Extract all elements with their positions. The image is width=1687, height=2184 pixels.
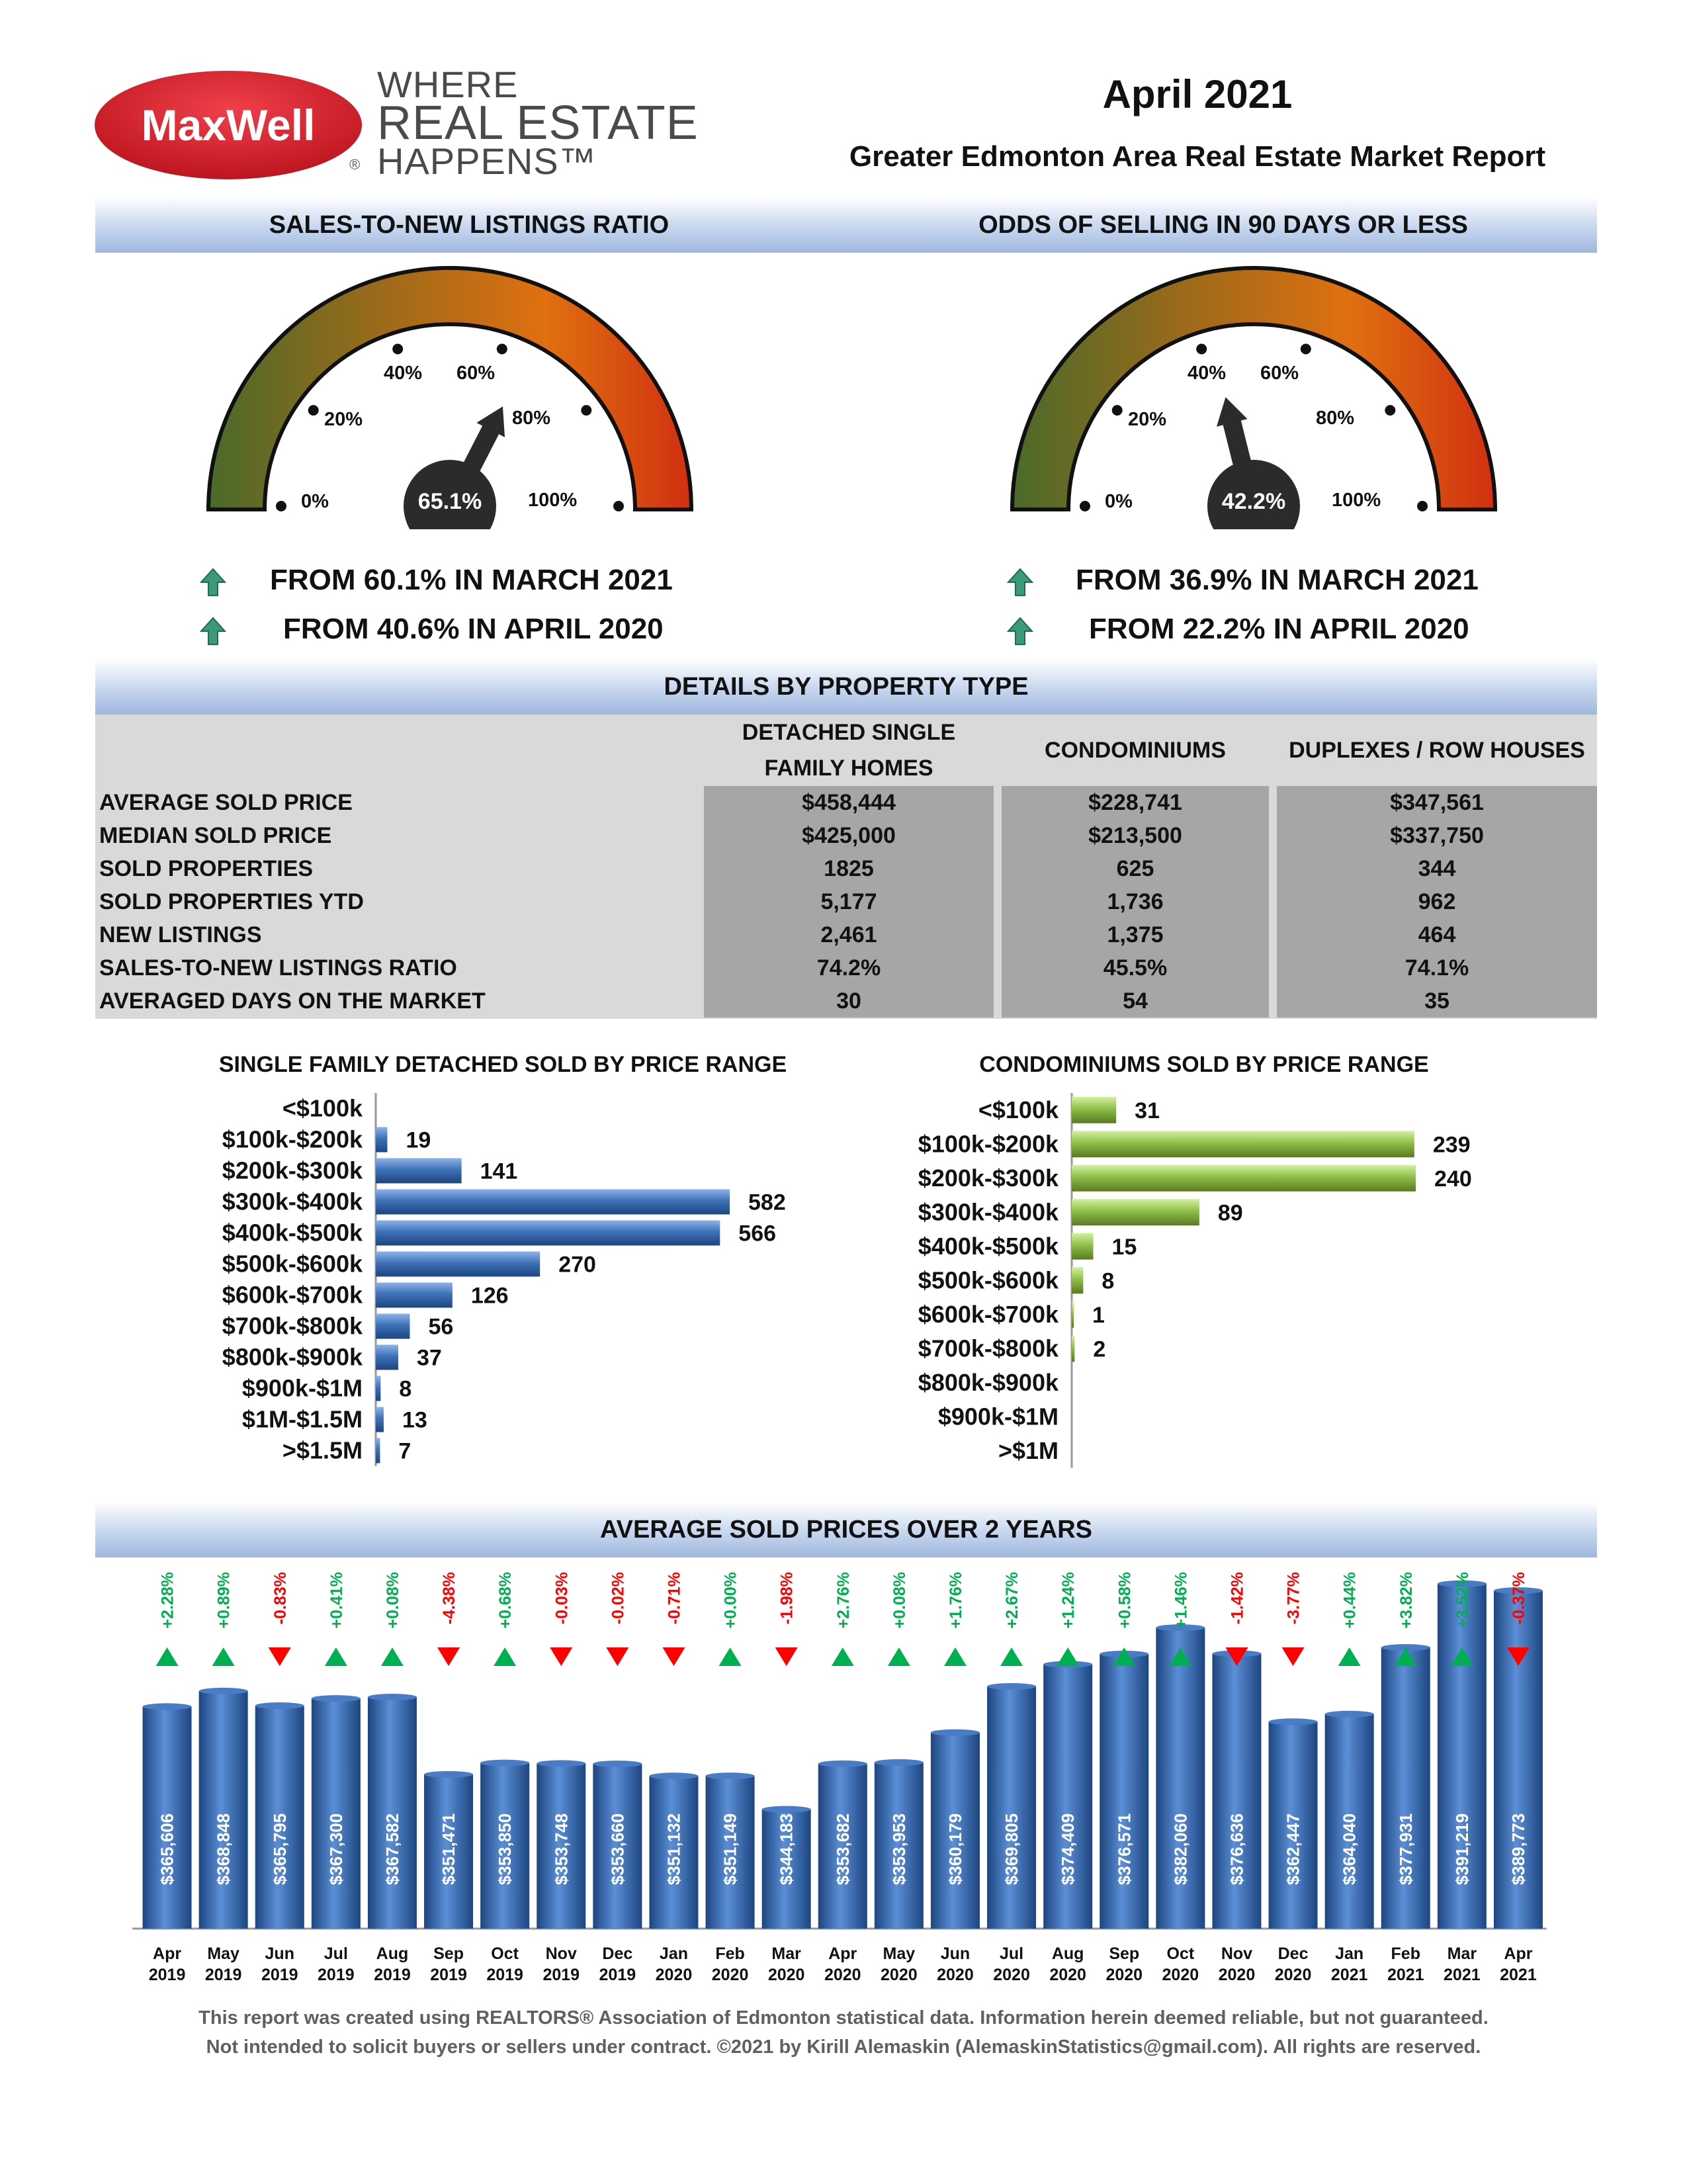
month-label: Apr (153, 1944, 182, 1963)
column-cap (987, 1683, 1036, 1690)
bar-value-label: 1 (1092, 1302, 1105, 1328)
col-duplexes: DUPLEXES / ROW HOUSES (1289, 737, 1585, 763)
year-label: 2021 (1444, 1966, 1481, 1984)
details-row (95, 852, 1597, 885)
report-month: April 2021 (1102, 72, 1293, 116)
bar-value-label: 239 (1432, 1132, 1471, 1158)
column-cap (255, 1702, 304, 1709)
col-detached-line2: FAMILY HOMES (764, 756, 933, 781)
bar-value-label: 13 (402, 1407, 427, 1433)
column-cap (818, 1761, 867, 1767)
change-label: +3.82% (1397, 1572, 1416, 1629)
bar-value-label: 582 (748, 1190, 786, 1215)
gauge1-tick-80: 80% (512, 408, 551, 429)
column-cap (706, 1772, 755, 1779)
condo-chart-title: CONDOMINIUMS SOLD BY PRICE RANGE (979, 1052, 1429, 1077)
column-bar (1100, 1654, 1148, 1929)
column-cap (143, 1703, 192, 1710)
up-triangle-icon (325, 1647, 347, 1666)
month-label: May (207, 1944, 239, 1963)
gauge1-tick-60: 60% (456, 363, 496, 384)
category-label: $300k-$400k (222, 1188, 363, 1215)
gauge2-tick-100: 100% (1332, 490, 1381, 511)
details-title: DETAILS BY PROPERTY TYPE (664, 673, 1029, 701)
bar (376, 1407, 384, 1432)
tagline-line3: HAPPENS™ (377, 140, 597, 182)
column-value-label: $353,953 (888, 1813, 909, 1886)
category-label: $900k-$1M (241, 1374, 363, 1402)
bar (376, 1438, 380, 1463)
column-cap (1325, 1711, 1374, 1718)
bar (376, 1221, 720, 1246)
month-label: Nov (1221, 1944, 1253, 1963)
year-label: 2019 (318, 1966, 355, 1984)
condo-value: $213,500 (1002, 819, 1269, 852)
category-label: $800k-$900k (918, 1368, 1059, 1396)
month-label: Jun (940, 1944, 971, 1963)
change-label: -0.71% (665, 1572, 684, 1625)
bar-value-label: 19 (406, 1127, 431, 1153)
column-cap (931, 1729, 980, 1736)
month-label: Apr (1504, 1944, 1533, 1963)
up-triangle-icon (1000, 1647, 1023, 1666)
bar (376, 1345, 398, 1370)
category-label: $500k-$600k (918, 1266, 1059, 1294)
bar (376, 1283, 453, 1308)
column-value-label: $369,805 (1002, 1813, 1022, 1886)
up-arrow-icon (200, 568, 226, 597)
month-label: Jan (1335, 1944, 1364, 1963)
year-label: 2019 (599, 1966, 636, 1984)
gauge1-labels (198, 265, 701, 529)
up-triangle-icon (719, 1647, 742, 1666)
gauge2-labels (1002, 265, 1505, 529)
tagline-line2: REAL ESTATE (377, 97, 699, 150)
detached-value: 5,177 (704, 885, 994, 918)
row-label: AVERAGED DAYS ON THE MARKET (99, 988, 486, 1014)
down-triangle-icon (269, 1647, 291, 1666)
year-label: 2019 (430, 1966, 467, 1984)
detached-value: 1825 (704, 852, 994, 885)
details-row (95, 786, 1597, 819)
details-row (95, 885, 1597, 918)
column-value-label: $365,795 (269, 1813, 290, 1886)
bar-value-label: 37 (417, 1345, 442, 1371)
detached-chart-title: SINGLE FAMILY DETACHED SOLD BY PRICE RANGE (218, 1052, 787, 1077)
bar-value-label: 566 (738, 1221, 777, 1246)
category-label: $100k-$200k (918, 1130, 1059, 1158)
column-bar (1043, 1665, 1092, 1929)
change-label: -0.37% (1509, 1572, 1528, 1625)
bar-value-label: 7 (398, 1438, 411, 1464)
bar (376, 1190, 730, 1215)
gauge2-tick-0: 0% (1105, 491, 1133, 512)
bar-value-label: 141 (480, 1158, 518, 1184)
bar (1072, 1335, 1074, 1362)
duplex-value: 464 (1277, 918, 1597, 951)
gauge1-title: SALES-TO-NEW LISTINGS RATIO (269, 211, 670, 239)
bar (376, 1158, 462, 1184)
category-label: $100k-$200k (222, 1125, 363, 1153)
category-label: $200k-$300k (222, 1157, 363, 1184)
bar (376, 1376, 380, 1401)
row-label: MEDIAN SOLD PRICE (99, 822, 332, 848)
row-label: NEW LISTINGS (99, 922, 262, 947)
maxwell-logo (93, 69, 370, 181)
category-label: >$1.5M (282, 1436, 363, 1464)
bar-value-label: 8 (1102, 1268, 1115, 1294)
row-label: SOLD PROPERTIES YTD (99, 889, 364, 914)
column-cap (424, 1771, 473, 1778)
year-label: 2019 (204, 1966, 242, 1984)
column-bar (368, 1697, 417, 1929)
up-triangle-icon (156, 1647, 179, 1666)
change-label: +0.89% (214, 1572, 234, 1629)
duplex-value: $337,750 (1277, 819, 1597, 852)
report-title: Greater Edmonton Area Real Estate Market Report (849, 140, 1546, 173)
details-row (95, 819, 1597, 852)
column-value-label: $351,471 (439, 1813, 459, 1886)
down-triangle-icon (1282, 1647, 1305, 1666)
year-label: 2020 (881, 1966, 918, 1984)
category-label: $500k-$600k (222, 1250, 363, 1278)
column-cap (649, 1772, 698, 1779)
up-triangle-icon (1338, 1647, 1361, 1666)
gauge2-tick-60: 60% (1260, 363, 1299, 384)
up-arrow-icon (1007, 568, 1033, 597)
up-triangle-icon (1057, 1647, 1079, 1666)
detached-value: $425,000 (704, 819, 994, 852)
month-label: Jul (999, 1944, 1024, 1963)
column-value-label: $368,848 (213, 1813, 234, 1886)
tagline (377, 64, 699, 182)
detached-value: 30 (704, 984, 994, 1018)
down-triangle-icon (606, 1647, 628, 1666)
down-triangle-icon (775, 1647, 798, 1666)
condo-value: 1,736 (1002, 885, 1269, 918)
bar-value-label: 2 (1093, 1336, 1106, 1362)
month-label: Nov (545, 1944, 577, 1963)
duplex-value: 74.1% (1277, 951, 1597, 984)
bar (1072, 1267, 1083, 1293)
month-label: Sep (1109, 1944, 1140, 1963)
year-label: 2019 (148, 1966, 186, 1984)
gauge2-change-year: FROM 22.2% IN APRIL 2020 (1089, 613, 1469, 645)
column-value-label: $376,636 (1227, 1813, 1247, 1886)
change-label: +2.28% (158, 1572, 177, 1629)
gauge2-tick-20: 20% (1128, 409, 1167, 430)
change-label: +0.58% (1115, 1572, 1135, 1629)
bar-value-label: 89 (1217, 1200, 1243, 1226)
prices-title: AVERAGE SOLD PRICES OVER 2 YEARS (600, 1516, 1092, 1544)
details-row (95, 951, 1597, 984)
category-label: <$100k (978, 1096, 1059, 1123)
column-cap (875, 1759, 924, 1766)
bar-value-label: 126 (470, 1283, 509, 1309)
row-label: SALES-TO-NEW LISTINGS RATIO (99, 955, 457, 981)
column-bar (1381, 1647, 1430, 1929)
change-label: -4.38% (440, 1572, 459, 1625)
column-bar (199, 1691, 248, 1929)
up-triangle-icon (888, 1647, 910, 1666)
category-label: $900k-$1M (937, 1403, 1059, 1430)
month-label: Dec (1277, 1944, 1309, 1963)
down-triangle-icon (662, 1647, 685, 1666)
year-label: 2020 (1049, 1966, 1086, 1984)
column-value-label: $353,850 (495, 1813, 515, 1886)
category-label: $600k-$700k (222, 1281, 363, 1309)
month-label: Feb (1391, 1944, 1420, 1963)
column-value-label: $365,606 (157, 1813, 177, 1886)
year-label: 2020 (1274, 1966, 1312, 1984)
bar (376, 1314, 410, 1339)
condo-value: 1,375 (1002, 918, 1269, 951)
duplex-value: $347,561 (1277, 786, 1597, 819)
change-label: -0.03% (552, 1572, 572, 1625)
column-value-label: $353,748 (551, 1813, 572, 1886)
category-label: $800k-$900k (222, 1343, 363, 1371)
column-value-label: $353,660 (607, 1813, 628, 1886)
year-label: 2020 (1218, 1966, 1256, 1984)
details-row (95, 984, 1597, 1018)
gauge2-value: 42.2% (1221, 489, 1286, 514)
month-label: Apr (828, 1944, 857, 1963)
year-label: 2020 (767, 1966, 805, 1984)
change-label: +3.52% (1453, 1572, 1472, 1629)
bar-value-label: 8 (399, 1376, 412, 1402)
column-bar (987, 1686, 1036, 1929)
category-label: <$100k (282, 1094, 363, 1122)
condo-value: 45.5% (1002, 951, 1269, 984)
year-label: 2021 (1500, 1966, 1537, 1984)
column-value-label: $389,773 (1508, 1813, 1528, 1886)
change-label: +0.68% (496, 1572, 515, 1629)
column-value-label: $367,300 (325, 1813, 346, 1886)
gauge1-tick-100: 100% (528, 490, 578, 511)
category-label: >$1M (998, 1436, 1059, 1464)
year-label: 2020 (655, 1966, 693, 1984)
row-label: AVERAGE SOLD PRICE (99, 789, 353, 815)
bar (1072, 1097, 1116, 1123)
gauge2-title: ODDS OF SELLING IN 90 DAYS OR LESS (978, 211, 1468, 239)
change-label: +0.08% (383, 1572, 402, 1629)
footer-line1: This report was created using REALTORS® Association of Edmonton statistical data. Information herein deemed reliable, but not guaranteed. (198, 2007, 1489, 2029)
detached-value: 2,461 (704, 918, 994, 951)
gauge1-change-month: FROM 60.1% IN MARCH 2021 (270, 564, 673, 596)
year-label: 2021 (1330, 1966, 1368, 1984)
year-label: 2021 (1387, 1966, 1424, 1984)
column-cap (1269, 1718, 1318, 1725)
duplex-value: 344 (1277, 852, 1597, 885)
change-label: +0.44% (1340, 1572, 1360, 1629)
year-label: 2019 (542, 1966, 580, 1984)
condo-price-range-chart (834, 1085, 1561, 1469)
category-label: $700k-$800k (918, 1334, 1059, 1362)
gauge1-tick-20: 20% (324, 409, 363, 430)
category-label: $300k-$400k (918, 1198, 1059, 1226)
column-value-label: $351,132 (664, 1813, 684, 1886)
change-label: -0.02% (609, 1572, 628, 1625)
bar-value-label: 270 (558, 1252, 596, 1278)
up-triangle-icon (212, 1647, 235, 1666)
condo-value: 54 (1002, 984, 1269, 1018)
column-value-label: $367,582 (382, 1813, 402, 1886)
duplex-value: 962 (1277, 885, 1597, 918)
month-label: Aug (1051, 1944, 1084, 1963)
month-label: Mar (1447, 1944, 1477, 1963)
svg-text:MaxWell: MaxWell (141, 101, 316, 150)
up-arrow-icon (200, 617, 226, 646)
duplex-value: 35 (1277, 984, 1597, 1018)
category-label: $400k-$500k (918, 1232, 1059, 1260)
year-label: 2020 (711, 1966, 749, 1984)
down-triangle-icon (550, 1647, 572, 1666)
detached-price-range-chart (132, 1085, 860, 1469)
bar (376, 1127, 387, 1153)
gauge2-tick-40: 40% (1188, 363, 1227, 384)
column-cap (762, 1806, 811, 1813)
gauge1-value: 65.1% (417, 489, 482, 514)
change-label: +1.76% (946, 1572, 965, 1629)
bar (376, 1252, 540, 1277)
month-label: Jan (659, 1944, 688, 1963)
month-label: Jun (265, 1944, 294, 1963)
change-label: -0.83% (271, 1572, 290, 1625)
column-cap (368, 1694, 417, 1700)
change-label: +1.46% (1172, 1572, 1191, 1629)
footer-line2: Not intended to solicit buyers or sellers under contract. ©2021 by Kirill Alemaskin (AlemaskinStatistics@gmail.com). All rights are reserved. (206, 2036, 1481, 2058)
month-label: Mar (771, 1944, 801, 1963)
change-label: -3.77% (1284, 1572, 1303, 1625)
month-label: Feb (715, 1944, 745, 1963)
column-value-label: $344,183 (776, 1813, 797, 1886)
month-label: Oct (491, 1944, 519, 1963)
up-triangle-icon (832, 1647, 854, 1666)
gauge2-change-month: FROM 36.9% IN MARCH 2021 (1076, 564, 1479, 596)
column-value-label: $391,219 (1451, 1813, 1472, 1886)
category-label: $700k-$800k (222, 1312, 363, 1340)
col-detached-line1: DETACHED SINGLE (742, 720, 956, 745)
gauge1-change-year: FROM 40.6% IN APRIL 2020 (283, 613, 664, 645)
registered-mark: ® (349, 156, 361, 173)
detached-value: $458,444 (704, 786, 994, 819)
col-condos: CONDOMINIUMS (1045, 737, 1226, 763)
column-value-label: $353,682 (832, 1813, 853, 1886)
column-cap (312, 1695, 361, 1702)
condo-value: 625 (1002, 852, 1269, 885)
column-value-label: $364,040 (1339, 1813, 1360, 1886)
change-label: +2.76% (834, 1572, 853, 1629)
bar-value-label: 31 (1135, 1098, 1160, 1123)
change-label: +0.41% (327, 1572, 346, 1629)
year-label: 2020 (1162, 1966, 1199, 1984)
change-label: +1.24% (1059, 1572, 1078, 1629)
details-header-row (95, 715, 1597, 786)
column-cap (593, 1761, 642, 1767)
category-label: $1M-$1.5M (241, 1405, 363, 1433)
column-value-label: $376,571 (1114, 1813, 1135, 1886)
category-label: $600k-$700k (918, 1300, 1059, 1328)
month-label: Aug (376, 1944, 409, 1963)
change-label: +2.67% (1003, 1572, 1022, 1629)
category-label: $200k-$300k (918, 1164, 1059, 1192)
condo-value: $228,741 (1002, 786, 1269, 819)
column-cap (480, 1760, 529, 1767)
year-label: 2020 (824, 1966, 861, 1984)
bar-value-label: 240 (1434, 1166, 1472, 1192)
bar (1072, 1199, 1199, 1225)
year-label: 2019 (486, 1966, 523, 1984)
average-sold-prices-chart (119, 1561, 1561, 1998)
bar (1072, 1233, 1094, 1260)
bar (1072, 1165, 1416, 1192)
category-label: $400k-$500k (222, 1219, 363, 1246)
column-cap (537, 1760, 585, 1767)
gauge1-tick-0: 0% (301, 491, 329, 512)
year-label: 2019 (374, 1966, 411, 1984)
tagline-line1: WHERE (377, 64, 519, 105)
col-detached (704, 715, 994, 786)
up-triangle-icon (381, 1647, 404, 1666)
bar (1072, 1131, 1414, 1157)
column-value-label: $362,447 (1283, 1813, 1303, 1886)
down-triangle-icon (437, 1647, 460, 1666)
bar-value-label: 15 (1111, 1234, 1137, 1260)
year-label: 2020 (993, 1966, 1030, 1984)
year-label: 2020 (937, 1966, 974, 1984)
month-label: Oct (1166, 1944, 1195, 1963)
bar-value-label: 56 (428, 1314, 454, 1340)
column-cap (199, 1688, 248, 1694)
column-value-label: $360,179 (945, 1813, 965, 1886)
column-value-label: $377,931 (1395, 1813, 1416, 1886)
gauge2-tick-80: 80% (1316, 408, 1355, 429)
detached-value: 74.2% (704, 951, 994, 984)
column-value-label: $351,149 (720, 1813, 740, 1886)
change-label: -1.42% (1228, 1572, 1247, 1625)
bar (1072, 1301, 1074, 1328)
month-label: Jul (324, 1944, 348, 1963)
column-bar (1212, 1653, 1261, 1929)
row-label: SOLD PROPERTIES (99, 855, 314, 881)
month-label: Dec (602, 1944, 633, 1963)
change-label: +0.08% (890, 1572, 909, 1629)
change-label: +0.00% (721, 1572, 740, 1629)
month-label: Sep (433, 1944, 464, 1963)
change-label: -1.98% (777, 1572, 797, 1625)
column-value-label: $374,409 (1058, 1813, 1078, 1886)
up-arrow-icon (1007, 617, 1033, 646)
details-table (95, 715, 1597, 1018)
year-label: 2020 (1105, 1966, 1143, 1984)
gauge1-tick-40: 40% (384, 363, 423, 384)
month-label: May (883, 1944, 916, 1963)
details-row (95, 918, 1597, 951)
up-triangle-icon (494, 1647, 516, 1666)
year-label: 2019 (261, 1966, 298, 1984)
column-value-label: $382,060 (1170, 1813, 1191, 1886)
up-triangle-icon (944, 1647, 967, 1666)
